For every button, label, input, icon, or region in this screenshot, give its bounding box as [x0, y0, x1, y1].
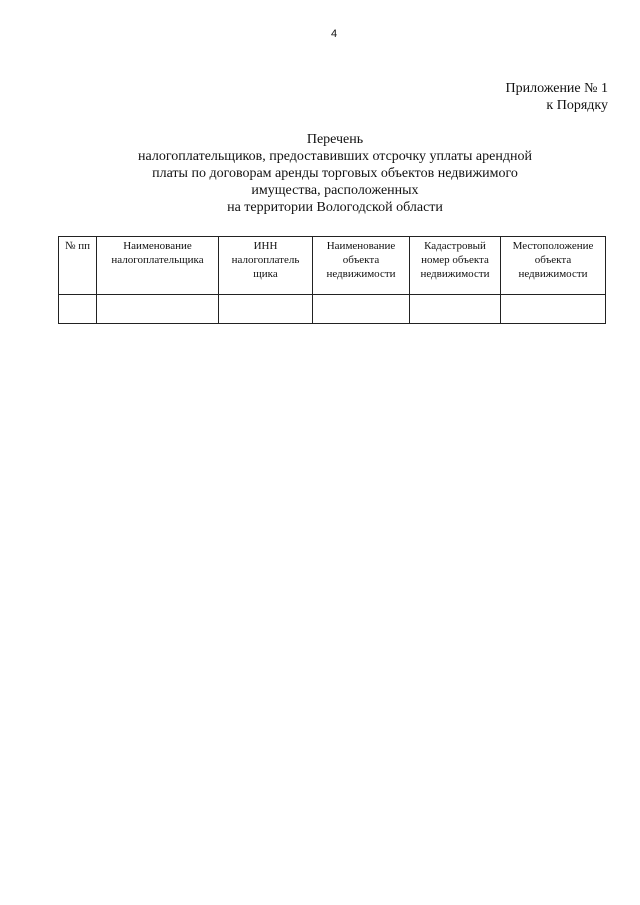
appendix-reference	[506, 80, 609, 114]
header-cadastral-number: Кадастровый номер объекта недвижимости	[410, 237, 501, 295]
title-line: на территории Вологодской области	[227, 200, 443, 215]
taxpayers-table	[58, 236, 606, 324]
table-cell	[97, 295, 219, 324]
table-cell	[219, 295, 313, 324]
page-number: 4	[330, 28, 338, 40]
document-title	[50, 131, 620, 216]
table-row	[59, 295, 606, 324]
appendix-order: к Порядку	[546, 98, 608, 113]
table-cell	[501, 295, 606, 324]
header-property-name: Наименование объекта недвижимости	[313, 237, 410, 295]
appendix-number: Приложение № 1	[505, 81, 608, 96]
header-taxpayer-name: Наименование налогоплательщика	[97, 237, 219, 295]
header-inn: ИНН налогоплатель щика	[219, 237, 313, 295]
title-line: имущества, расположенных	[251, 183, 419, 198]
title-line: платы по договорам аренды торговых объектов недвижимого	[152, 166, 518, 181]
table-cell	[59, 295, 97, 324]
table-header-row	[59, 237, 606, 295]
header-row-number: № пп	[59, 237, 97, 295]
title-line: налогоплательщиков, предоставивших отсрочку уплаты арендной	[138, 149, 532, 164]
title-line: Перечень	[306, 132, 364, 147]
table-cell	[313, 295, 410, 324]
header-property-location: Местоположение объекта недвижимости	[501, 237, 606, 295]
table-cell	[410, 295, 501, 324]
